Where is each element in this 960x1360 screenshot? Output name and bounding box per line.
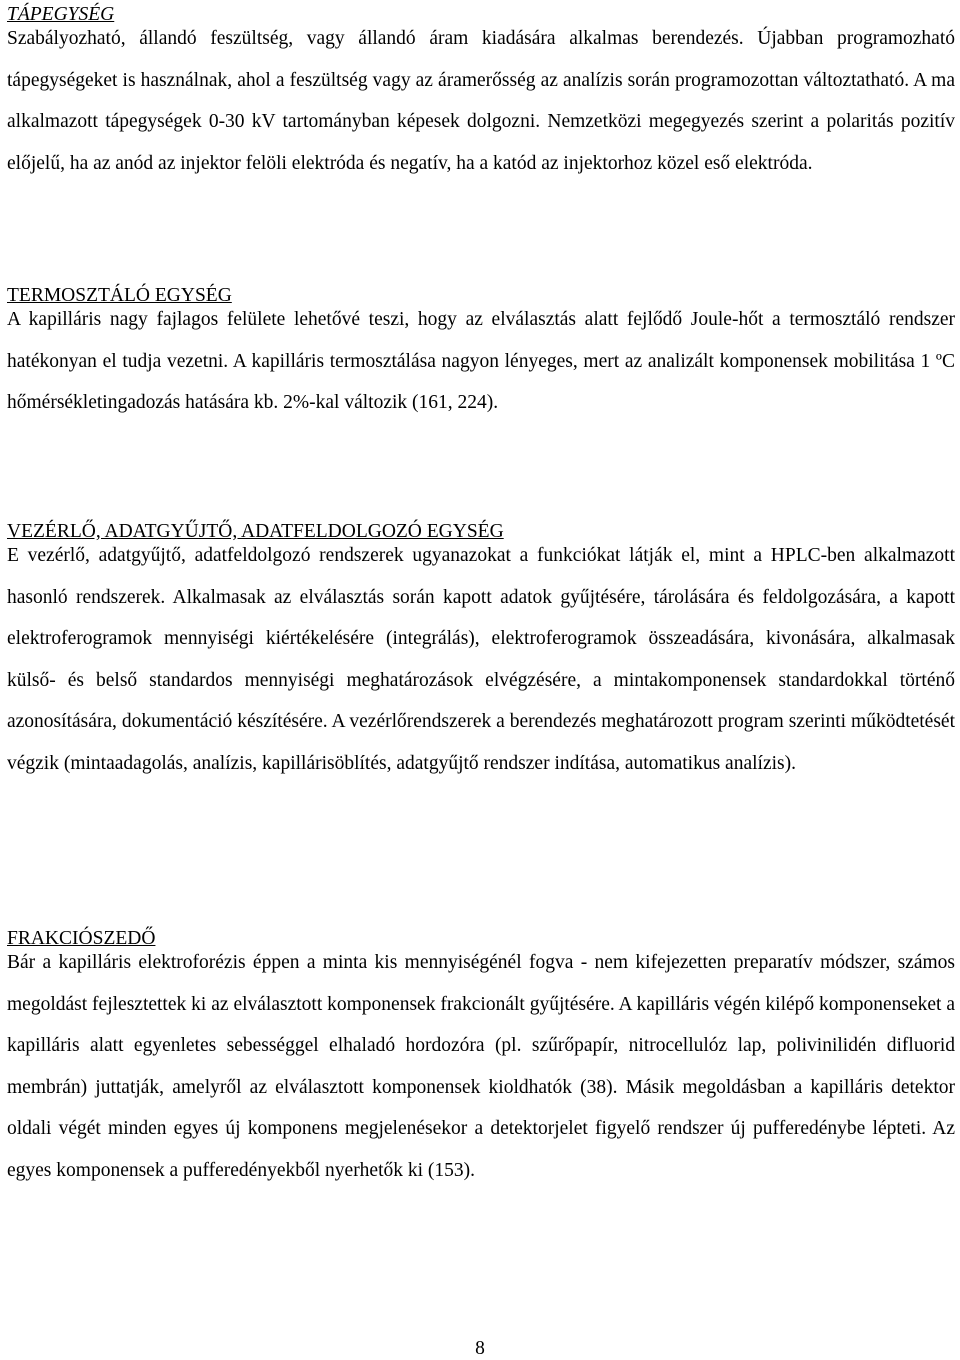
section-title: VEZÉRLŐ, ADATGYŰJTŐ, ADATFELDOLGOZÓ EGYSÉG <box>7 521 504 542</box>
section-termosztalo-egyseg <box>7 281 955 424</box>
section-paragraph: Szabályozható, állandó feszültség, vagy állandó áram kiadására alkalmas berendezés. Újabban programozható tápegységeket is használnak, ahol a feszültség vagy az áramerősség az analízis során programozottan változtatható. A ma alkalmazott tápegységek 0-30 kV tartományban képesek dolgozni. Nemzetközi megegyezés szerint a polaritás pozitív előjelű, ha az anód az injektor felöli elektróda és negatív, ha a katód az injektorhoz közel eső elektróda. <box>7 28 955 174</box>
section-frakcioszedo <box>7 924 955 1192</box>
section-title: TERMOSZTÁLÓ EGYSÉG <box>7 285 232 306</box>
section-paragraph: E vezérlő, adatgyűjtő, adatfeldolgozó rendszerek ugyanazokat a funkciókat látják el, mint a HPLC-ben alkalmazott hasonló rendszerek. Alkalmasak az elválasztás során kapott adatok gyűjtésére, tárolására és feldolgozására, a kapott elektroferogramok mennyiségi kiértékelésére (integrálás), elektroferogramok összeadására, kivonására, alkalmasak külső- és belső standardos mennyiségi meghatározások elvégzésére, a mintakomponensek standardokkal történő azonosítására, dokumentáció készítésére. A vezérlőrendszerek a berendezés meghatározott program szerinti működtetését végzik (mintaadagolás, analízis, kapillárisöblítés, adatgyűjtő rendszer indítása, automatikus analízis). <box>7 545 955 774</box>
page-number: 8 <box>475 1338 485 1359</box>
section-paragraph: A kapilláris nagy fajlagos felülete lehetővé teszi, hogy az elválasztás alatt fejlődő Joule-hőt a termosztáló rendszer hatékonyan el tudja vezetni. A kapilláris termosztálása nagyon lényeges, mert az analizált komponensek mobilitása 1 ºC hőmérsékletingadozás hatására kb. 2%-kal változik (161, 224). <box>7 309 955 414</box>
section-paragraph: Bár a kapilláris elektroforézis éppen a minta kis mennyiségénél fogva - nem kifejezetten preparatív módszer, számos megoldást fejlesztettek ki az elválasztott komponensek frakcionált gyűjtésére. A kapilláris végén kilépő komponenseket a kapilláris alatt egyenletes sebességgel elhaladó hordozóra (pl. szűrőpapír, nitrocellulóz lap, polivinilidén difluorid membrán) juttatják, amelyről az elválasztott komponensek kioldhatók (38). Másik megoldásban a kapilláris detektor oldali végét minden egyes új komponens megjelenésekor a detektorjelet figyelő rendszer új pufferedénybe lépteti. Az egyes komponensek a pufferedényekből nyerhetők ki (153). <box>7 952 955 1181</box>
section-tapegyseg <box>7 0 955 184</box>
section-title: TÁPEGYSÉG <box>7 4 115 25</box>
section-title: FRAKCIÓSZEDŐ <box>7 928 156 949</box>
section-vezerlo-egyseg <box>7 517 955 785</box>
